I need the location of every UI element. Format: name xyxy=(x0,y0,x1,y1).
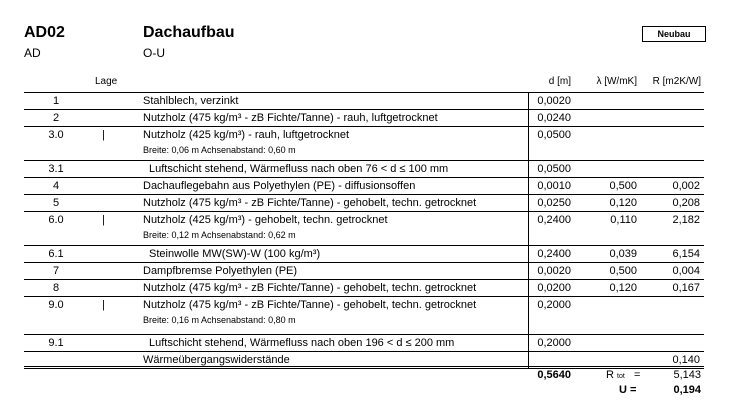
column-divider xyxy=(528,110,529,126)
layer-number: 4 xyxy=(52,180,60,192)
column-header-lambda: λ [W/mK] xyxy=(596,76,637,87)
layer-lambda: 0,110 xyxy=(610,214,637,226)
layer-detail: Breite: 0,16 m Achsenabstand: 0,80 m xyxy=(143,315,296,325)
column-header-r: R [m2K/W] xyxy=(652,76,701,87)
column-header-lage: Lage xyxy=(95,76,118,87)
layer-name: Nutzholz (475 kg/m³ - zB Fichte/Tanne) - gehobelt, techn. getrocknet xyxy=(143,197,477,209)
table-row xyxy=(24,93,704,110)
layer-number: 5 xyxy=(52,197,60,209)
table-row xyxy=(24,246,704,263)
column-divider xyxy=(528,297,529,334)
layer-number: 3.1 xyxy=(48,163,64,175)
table-row xyxy=(24,127,704,161)
column-divider xyxy=(528,212,529,245)
layer-lage-marker: | xyxy=(102,129,105,141)
layer-r-value: 2,182 xyxy=(672,214,700,226)
layer-thickness: 0,0240 xyxy=(537,112,571,124)
layer-name: Stahlblech, verzinkt xyxy=(143,95,239,107)
table-row xyxy=(24,263,704,280)
layer-name: Wärmeübergangswiderstände xyxy=(143,354,290,366)
layer-detail: Breite: 0,06 m Achsenabstand: 0,60 m xyxy=(143,145,296,155)
column-divider xyxy=(528,335,529,351)
column-divider xyxy=(528,178,529,194)
layer-lambda: 0,039 xyxy=(609,248,637,260)
layer-name: Nutzholz (425 kg/m³) - rauh, luftgetrocknet xyxy=(143,129,350,141)
element-sub-code: AD xyxy=(24,46,41,60)
column-divider xyxy=(528,127,529,160)
total-divider xyxy=(24,366,704,367)
layer-number: 6.0 xyxy=(48,214,64,226)
status-badge: Neubau xyxy=(642,26,706,42)
layer-r-value: 6,154 xyxy=(672,248,700,260)
layer-thickness: 0,0250 xyxy=(537,197,571,209)
layer-name: Nutzholz (475 kg/m³ - zB Fichte/Tanne) - gehobelt, techn. getrocknet xyxy=(143,282,477,294)
layer-thickness: 0,0020 xyxy=(537,95,571,107)
layer-lage-marker: | xyxy=(102,214,105,226)
total-r-value: 5,143 xyxy=(673,369,701,381)
layer-lambda: 0,120 xyxy=(609,282,637,294)
table-row xyxy=(24,195,704,212)
layer-name: Luftschicht stehend, Wärmefluss nach oben 196 < d ≤ 200 mm xyxy=(149,337,455,349)
layer-thickness: 0,0500 xyxy=(537,129,571,141)
layer-r-value: 0,002 xyxy=(672,180,700,192)
column-divider xyxy=(528,246,529,262)
layer-name: Luftschicht stehend, Wärmefluss nach oben 76 < d ≤ 100 mm xyxy=(149,163,449,175)
column-divider xyxy=(528,195,529,211)
table-row xyxy=(24,297,704,335)
column-divider xyxy=(528,263,529,279)
u-value: 0,194 xyxy=(673,384,701,396)
layer-detail: Breite: 0,12 m Achsenabstand: 0,62 m xyxy=(143,230,296,240)
layer-number: 6.1 xyxy=(48,248,64,260)
element-title: Dachaufbau xyxy=(143,24,235,41)
layer-name: Nutzholz (425 kg/m³) - gehobelt, techn. getrocknet xyxy=(143,214,388,226)
table-row xyxy=(24,178,704,195)
total-r-label: R tot = xyxy=(606,369,641,381)
layer-number: 3.0 xyxy=(48,129,64,141)
layer-number: 9.0 xyxy=(48,299,64,311)
table-row xyxy=(24,110,704,127)
total-thickness: 0,5640 xyxy=(537,369,571,381)
layer-lambda: 0,120 xyxy=(609,197,637,209)
layer-lambda: 0,500 xyxy=(609,180,637,192)
layer-thickness: 0,0010 xyxy=(537,180,571,192)
layer-thickness: 0,2000 xyxy=(537,337,571,349)
layer-name: Nutzholz (475 kg/m³ - zB Fichte/Tanne) - gehobelt, techn. getrocknet xyxy=(143,299,477,311)
layer-number: 9.1 xyxy=(48,337,64,349)
column-divider xyxy=(528,280,529,296)
column-divider xyxy=(528,161,529,177)
layer-lage-marker: | xyxy=(102,299,105,311)
layer-r-value: 0,167 xyxy=(672,282,700,294)
layer-name: Dachauflegebahn aus Polyethylen (PE) - diffusionsoffen xyxy=(143,180,416,192)
layer-number: 8 xyxy=(52,282,60,294)
column-header-d: d [m] xyxy=(548,76,571,87)
layer-name: Dampfbremse Polyethylen (PE) xyxy=(143,265,298,277)
layer-thickness: 0,0020 xyxy=(537,265,571,277)
element-code: AD02 xyxy=(24,24,65,41)
layer-r-value: 0,004 xyxy=(672,265,700,277)
element-sub-title: O-U xyxy=(143,46,165,60)
layer-name: Nutzholz (475 kg/m³ - zB Fichte/Tanne) - rauh, luftgetrocknet xyxy=(143,112,438,124)
column-divider xyxy=(528,93,529,109)
table-row xyxy=(24,280,704,297)
table-row xyxy=(24,335,704,352)
layer-table xyxy=(24,92,704,369)
layer-number: 1 xyxy=(52,95,60,107)
layer-r-value: 0,208 xyxy=(672,197,700,209)
layer-thickness: 0,0500 xyxy=(537,163,571,175)
layer-thickness: 0,2000 xyxy=(537,299,571,311)
u-value-label: U = xyxy=(619,384,637,396)
layer-lambda: 0,500 xyxy=(609,265,637,277)
table-row xyxy=(24,161,704,178)
layer-r-value: 0,140 xyxy=(672,354,700,366)
table-row xyxy=(24,212,704,246)
layer-number: 2 xyxy=(52,112,60,124)
layer-thickness: 0,2400 xyxy=(537,214,571,226)
layer-name: Steinwolle MW(SW)-W (100 kg/m³) xyxy=(149,248,321,260)
layer-thickness: 0,2400 xyxy=(537,248,571,260)
layer-number: 7 xyxy=(52,265,60,277)
layer-thickness: 0,0200 xyxy=(537,282,571,294)
